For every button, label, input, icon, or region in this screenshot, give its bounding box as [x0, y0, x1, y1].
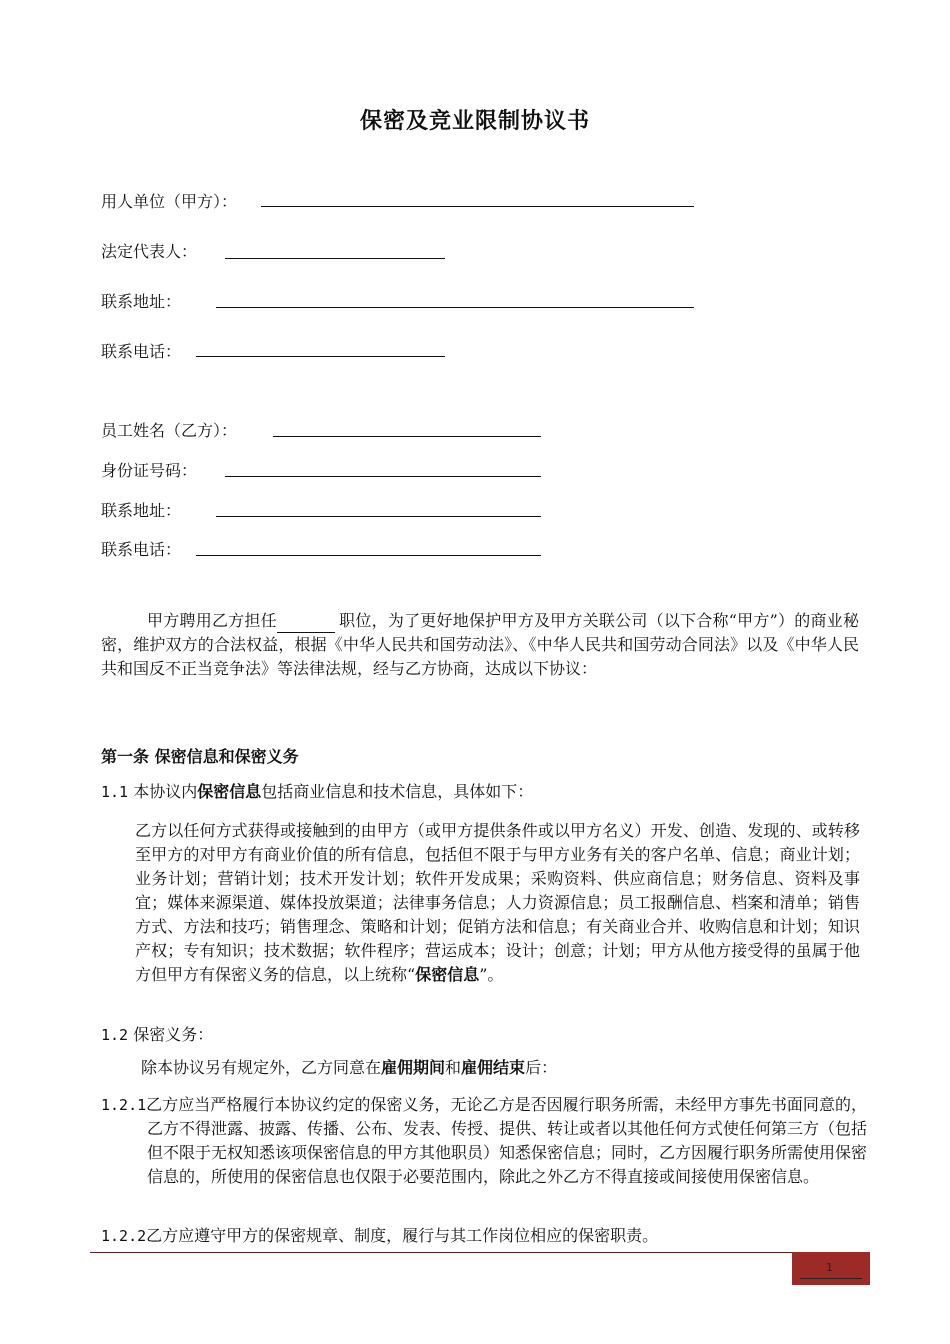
definition-text: 乙方以任何方式获得或接触到的由甲方（或甲方提供条件或以甲方名义）开发、创造、发现的、或转移至甲方的对甲方有商业价值的所有信息，包括但不限于与甲方业务有关的客户名单、信息；商业计划；业务计划；营销计划；技术开发计划；软件开发成果；采购资料、供应商信息；财务信息、资料及事宜；媒体来源渠道、媒体投放渠道；法律事务信息；人力资源信息；员工报酬信息、档案和清单；销售方式、方法和技巧；销售理念、策略和计划；促销方法和信息；有关商业合并、收购信息和计划；知识产权；专有知识；技术数据；软件程序；营运成本；设计；创意；计划；甲方从他方接受得的虽属于他方但甲方有保密义务的信息，以上统称“ — [135, 821, 860, 984]
section-1-2-2 — [101, 1223, 658, 1246]
intro-mid: 和 — [445, 1058, 462, 1077]
employer-address-blank[interactable] — [216, 307, 694, 308]
preamble-part1: 甲方聘用乙方担任 — [147, 611, 277, 630]
section-1-2-1-text: 乙方应当严格履行本协议约定的保密义务，无论乙方是否因履行职务所需，未经甲方事先书面同意的，乙方不得泄露、披露、传播、公布、发表、传授、提供、转让或者以其他任何方式使任何第三方（包括但不限于无权知悉该项保密信息的甲方其他职员）知悉保密信息；同时，乙方因履行职务所需使用保密信息的，所使用的保密信息也仅限于必要范围内，除此之外乙方不得直接或间接使用保密信息。 — [146, 1095, 868, 1186]
employer-phone-blank[interactable] — [196, 356, 445, 357]
section-number: 1.2 — [101, 1026, 129, 1044]
employer-phone-label: 联系电话： — [101, 342, 182, 361]
section-1-2-1 — [101, 1093, 867, 1189]
employer-address-label: 联系地址： — [101, 292, 182, 311]
section-1-1-post: 包括商业信息和技术信息，具体如下： — [261, 782, 534, 801]
employment-period-term: 雇佣期间 — [381, 1058, 446, 1077]
section-1-1-pre: 本协议内 — [133, 782, 198, 801]
employee-address-label: 联系地址： — [101, 501, 182, 520]
section-1-2-2-text: 乙方应遵守甲方的保密规章、制度，履行与其工作岗位相应的保密职责。 — [146, 1226, 659, 1245]
employee-phone-label: 联系电话： — [101, 540, 182, 559]
legal-rep-label: 法定代表人： — [101, 242, 198, 261]
employee-name-blank[interactable] — [273, 436, 541, 437]
section-1-2-intro — [141, 1055, 557, 1078]
section-number: 1.2.2 — [101, 1227, 147, 1245]
employee-name-label: 员工姓名（乙方）： — [101, 421, 238, 440]
definition-term: 保密信息 — [415, 965, 480, 984]
employer-label: 用人单位（甲方）： — [101, 192, 238, 211]
preamble-part2: 职位，为了更好地保护甲方及甲方关联公司（以下合称“甲方”）的商业秘密，维护双方的合法权益，根据《中华人民共和国劳动法》、《中华人民共和国劳动合同法》以及《中华人民共和国反不正当竞争法》等法律法规，经与乙方协商，达成以下协议： — [101, 611, 859, 678]
section-1-1 — [101, 779, 533, 802]
legal-rep-blank[interactable] — [225, 258, 445, 259]
section-1-2 — [101, 1022, 213, 1045]
employee-phone-blank[interactable] — [196, 555, 541, 556]
confidential-info-definition — [135, 819, 860, 987]
page-number-underline — [800, 1278, 862, 1279]
id-number-blank[interactable] — [225, 476, 541, 477]
id-number-label: 身份证号码： — [101, 461, 198, 480]
section-number: 1.2.1 — [101, 1096, 147, 1114]
position-blank[interactable] — [277, 614, 335, 633]
article-1-heading: 第一条 保密信息和保密义务 — [101, 747, 299, 766]
page-number: 1 — [826, 1261, 833, 1274]
intro-post: 后： — [525, 1058, 558, 1077]
employee-address-blank[interactable] — [216, 516, 541, 517]
footer-rule — [90, 1252, 870, 1253]
section-1-2-text: 保密义务： — [133, 1025, 214, 1044]
definition-end: ”。 — [479, 965, 504, 984]
employer-blank[interactable] — [261, 206, 694, 207]
section-number: 1.1 — [101, 783, 129, 801]
document-title: 保密及竞业限制协议书 — [359, 108, 590, 134]
preamble-paragraph — [101, 609, 859, 681]
intro-pre: 除本协议另有规定外，乙方同意在 — [141, 1058, 382, 1077]
confidential-info-term: 保密信息 — [197, 782, 262, 801]
employment-end-term: 雇佣结束 — [461, 1058, 526, 1077]
